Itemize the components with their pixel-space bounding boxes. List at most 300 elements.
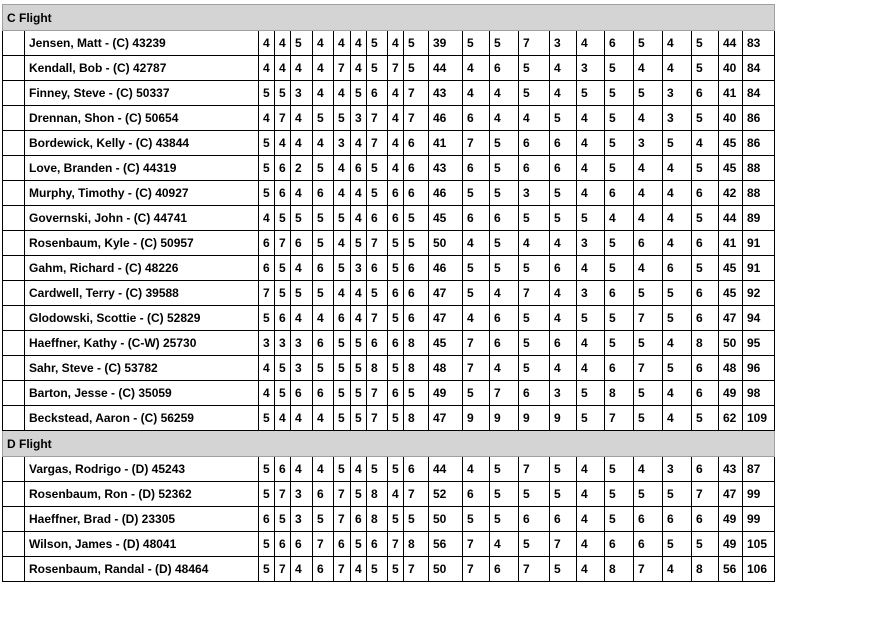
hole-score-cell: 8	[404, 356, 429, 381]
hole-score-cell: 4	[490, 81, 519, 106]
hole-score-cell: 5	[404, 31, 429, 56]
hole-score-cell: 4	[663, 156, 692, 181]
hole-score-cell: 6	[519, 131, 550, 156]
hole-score-cell: 5	[313, 106, 334, 131]
hole-score-cell: 7	[404, 557, 429, 582]
hole-score-cell: 7	[519, 457, 550, 482]
hole-score-cell: 5	[550, 557, 577, 582]
hole-score-cell: 5	[388, 557, 404, 582]
hole-score-cell: 6	[313, 331, 334, 356]
table-row	[3, 281, 775, 306]
hole-score-cell: 5	[313, 156, 334, 181]
total-score-cell: 88	[743, 181, 775, 206]
hole-score-cell: 5	[259, 557, 275, 582]
hole-score-cell: 5	[259, 457, 275, 482]
hole-score-cell: 8	[605, 557, 634, 582]
hole-score-cell: 5	[404, 381, 429, 406]
hole-score-cell: 4	[490, 532, 519, 557]
hole-score-cell: 5	[367, 457, 388, 482]
front-nine-total-cell: 39	[429, 31, 463, 56]
hole-score-cell: 4	[490, 281, 519, 306]
hole-score-cell: 5	[313, 206, 334, 231]
player-name-cell: Drennan, Shon - (C) 50654	[25, 106, 259, 131]
hole-score-cell: 6	[550, 256, 577, 281]
hole-score-cell: 5	[291, 31, 313, 56]
hole-score-cell: 5	[692, 56, 719, 81]
total-score-cell: 95	[743, 331, 775, 356]
hole-score-cell: 4	[313, 131, 334, 156]
total-score-cell: 88	[743, 156, 775, 181]
row-indent-cell	[3, 406, 25, 431]
hole-score-cell: 6	[634, 231, 663, 256]
total-score-cell: 94	[743, 306, 775, 331]
flight-header-row	[3, 5, 775, 31]
hole-score-cell: 3	[663, 106, 692, 131]
hole-score-cell: 5	[550, 482, 577, 507]
hole-score-cell: 6	[404, 306, 429, 331]
hole-score-cell: 5	[605, 56, 634, 81]
hole-score-cell: 5	[259, 482, 275, 507]
hole-score-cell: 2	[291, 156, 313, 181]
hole-score-cell: 4	[605, 206, 634, 231]
hole-score-cell: 7	[334, 507, 351, 532]
hole-score-cell: 6	[605, 31, 634, 56]
hole-score-cell: 6	[692, 281, 719, 306]
hole-score-cell: 5	[367, 156, 388, 181]
hole-score-cell: 5	[351, 331, 367, 356]
player-name-cell: Jensen, Matt - (C) 43239	[25, 31, 259, 56]
hole-score-cell: 3	[291, 356, 313, 381]
back-nine-total-cell: 40	[719, 106, 743, 131]
hole-score-cell: 3	[291, 81, 313, 106]
back-nine-total-cell: 45	[719, 256, 743, 281]
front-nine-total-cell: 46	[429, 106, 463, 131]
hole-score-cell: 5	[490, 507, 519, 532]
hole-score-cell: 7	[367, 406, 388, 431]
table-row	[3, 306, 775, 331]
hole-score-cell: 4	[351, 306, 367, 331]
table-row	[3, 81, 775, 106]
hole-score-cell: 4	[388, 81, 404, 106]
row-indent-cell	[3, 31, 25, 56]
hole-score-cell: 6	[334, 306, 351, 331]
hole-score-cell: 5	[634, 406, 663, 431]
hole-score-cell: 5	[275, 81, 291, 106]
hole-score-cell: 5	[519, 331, 550, 356]
back-nine-total-cell: 45	[719, 156, 743, 181]
hole-score-cell: 5	[275, 381, 291, 406]
table-row	[3, 381, 775, 406]
hole-score-cell: 5	[351, 356, 367, 381]
hole-score-cell: 4	[291, 256, 313, 281]
hole-score-cell: 7	[634, 306, 663, 331]
hole-score-cell: 5	[259, 306, 275, 331]
hole-score-cell: 4	[577, 256, 605, 281]
table-row	[3, 106, 775, 131]
row-indent-cell	[3, 507, 25, 532]
player-name-cell: Beckstead, Aaron - (C) 56259	[25, 406, 259, 431]
hole-score-cell: 6	[275, 306, 291, 331]
hole-score-cell: 7	[275, 106, 291, 131]
hole-score-cell: 7	[259, 281, 275, 306]
hole-score-cell: 5	[577, 206, 605, 231]
hole-score-cell: 5	[388, 406, 404, 431]
front-nine-total-cell: 52	[429, 482, 463, 507]
hole-score-cell: 6	[388, 281, 404, 306]
hole-score-cell: 5	[490, 231, 519, 256]
hole-score-cell: 4	[259, 56, 275, 81]
flight-title: D Flight	[3, 431, 775, 457]
hole-score-cell: 4	[663, 406, 692, 431]
hole-score-cell: 4	[259, 31, 275, 56]
hole-score-cell: 6	[367, 206, 388, 231]
hole-score-cell: 6	[634, 507, 663, 532]
hole-score-cell: 5	[692, 106, 719, 131]
total-score-cell: 98	[743, 381, 775, 406]
hole-score-cell: 5	[463, 507, 490, 532]
hole-score-cell: 5	[404, 206, 429, 231]
hole-score-cell: 6	[463, 206, 490, 231]
hole-score-cell: 6	[490, 557, 519, 582]
hole-score-cell: 6	[367, 256, 388, 281]
hole-score-cell: 5	[275, 256, 291, 281]
total-score-cell: 106	[743, 557, 775, 582]
hole-score-cell: 4	[490, 106, 519, 131]
hole-score-cell: 5	[259, 532, 275, 557]
hole-score-cell: 7	[634, 356, 663, 381]
front-nine-total-cell: 44	[429, 457, 463, 482]
back-nine-total-cell: 45	[719, 131, 743, 156]
total-score-cell: 84	[743, 56, 775, 81]
hole-score-cell: 5	[519, 56, 550, 81]
scoreboard-table	[2, 4, 775, 582]
back-nine-total-cell: 49	[719, 507, 743, 532]
hole-score-cell: 6	[663, 256, 692, 281]
hole-score-cell: 6	[275, 156, 291, 181]
hole-score-cell: 4	[463, 306, 490, 331]
hole-score-cell: 5	[519, 306, 550, 331]
front-nine-total-cell: 56	[429, 532, 463, 557]
hole-score-cell: 7	[463, 532, 490, 557]
hole-score-cell: 4	[519, 106, 550, 131]
hole-score-cell: 5	[519, 81, 550, 106]
hole-score-cell: 3	[275, 331, 291, 356]
hole-score-cell: 7	[313, 532, 334, 557]
back-nine-total-cell: 44	[719, 31, 743, 56]
hole-score-cell: 7	[367, 231, 388, 256]
hole-score-cell: 4	[634, 156, 663, 181]
total-score-cell: 109	[743, 406, 775, 431]
hole-score-cell: 5	[313, 231, 334, 256]
table-row	[3, 406, 775, 431]
hole-score-cell: 8	[404, 406, 429, 431]
hole-score-cell: 6	[463, 482, 490, 507]
back-nine-total-cell: 42	[719, 181, 743, 206]
row-indent-cell	[3, 532, 25, 557]
hole-score-cell: 5	[367, 281, 388, 306]
hole-score-cell: 6	[490, 56, 519, 81]
total-score-cell: 91	[743, 231, 775, 256]
hole-score-cell: 4	[577, 457, 605, 482]
hole-score-cell: 5	[351, 381, 367, 406]
hole-score-cell: 6	[605, 181, 634, 206]
hole-score-cell: 4	[291, 106, 313, 131]
hole-score-cell: 5	[259, 156, 275, 181]
hole-score-cell: 5	[605, 507, 634, 532]
hole-score-cell: 4	[291, 406, 313, 431]
hole-score-cell: 6	[404, 256, 429, 281]
total-score-cell: 86	[743, 131, 775, 156]
hole-score-cell: 6	[313, 482, 334, 507]
front-nine-total-cell: 47	[429, 406, 463, 431]
row-indent-cell	[3, 206, 25, 231]
row-indent-cell	[3, 457, 25, 482]
hole-score-cell: 5	[463, 381, 490, 406]
hole-score-cell: 5	[663, 306, 692, 331]
hole-score-cell: 5	[388, 507, 404, 532]
player-name-cell: Rosenbaum, Randal - (D) 48464	[25, 557, 259, 582]
hole-score-cell: 5	[605, 156, 634, 181]
hole-score-cell: 6	[351, 156, 367, 181]
hole-score-cell: 4	[577, 31, 605, 56]
hole-score-cell: 3	[663, 457, 692, 482]
back-nine-total-cell: 40	[719, 56, 743, 81]
hole-score-cell: 4	[351, 557, 367, 582]
hole-score-cell: 5	[550, 181, 577, 206]
hole-score-cell: 4	[663, 331, 692, 356]
hole-score-cell: 6	[313, 256, 334, 281]
table-row	[3, 231, 775, 256]
front-nine-total-cell: 50	[429, 557, 463, 582]
hole-score-cell: 7	[404, 482, 429, 507]
total-score-cell: 99	[743, 507, 775, 532]
hole-score-cell: 3	[351, 106, 367, 131]
hole-score-cell: 6	[692, 356, 719, 381]
hole-score-cell: 5	[367, 557, 388, 582]
hole-score-cell: 4	[663, 181, 692, 206]
hole-score-cell: 6	[313, 381, 334, 406]
hole-score-cell: 8	[367, 482, 388, 507]
row-indent-cell	[3, 56, 25, 81]
row-indent-cell	[3, 557, 25, 582]
hole-score-cell: 5	[388, 356, 404, 381]
hole-score-cell: 6	[313, 181, 334, 206]
hole-score-cell: 4	[334, 31, 351, 56]
hole-score-cell: 5	[367, 181, 388, 206]
hole-score-cell: 7	[334, 56, 351, 81]
hole-score-cell: 6	[692, 507, 719, 532]
hole-score-cell: 7	[605, 406, 634, 431]
hole-score-cell: 5	[334, 206, 351, 231]
table-row	[3, 557, 775, 582]
hole-score-cell: 3	[577, 56, 605, 81]
hole-score-cell: 6	[463, 156, 490, 181]
hole-score-cell: 5	[490, 156, 519, 181]
hole-score-cell: 7	[463, 356, 490, 381]
hole-score-cell: 5	[275, 356, 291, 381]
hole-score-cell: 3	[663, 81, 692, 106]
hole-score-cell: 6	[519, 381, 550, 406]
hole-score-cell: 5	[388, 306, 404, 331]
player-name-cell: Sahr, Steve - (C) 53782	[25, 356, 259, 381]
hole-score-cell: 9	[550, 406, 577, 431]
hole-score-cell: 6	[692, 181, 719, 206]
hole-score-cell: 4	[577, 106, 605, 131]
hole-score-cell: 3	[634, 131, 663, 156]
hole-score-cell: 9	[519, 406, 550, 431]
hole-score-cell: 6	[291, 381, 313, 406]
row-indent-cell	[3, 156, 25, 181]
hole-score-cell: 7	[519, 557, 550, 582]
front-nine-total-cell: 45	[429, 331, 463, 356]
hole-score-cell: 7	[634, 557, 663, 582]
row-indent-cell	[3, 482, 25, 507]
hole-score-cell: 4	[463, 457, 490, 482]
front-nine-total-cell: 43	[429, 156, 463, 181]
hole-score-cell: 5	[692, 406, 719, 431]
back-nine-total-cell: 49	[719, 532, 743, 557]
back-nine-total-cell: 43	[719, 457, 743, 482]
hole-score-cell: 4	[334, 281, 351, 306]
player-name-cell: Governski, John - (C) 44741	[25, 206, 259, 231]
hole-score-cell: 5	[605, 331, 634, 356]
total-score-cell: 96	[743, 356, 775, 381]
flight-header-row	[3, 431, 775, 457]
player-name-cell: Wilson, James - (D) 48041	[25, 532, 259, 557]
player-name-cell: Love, Branden - (C) 44319	[25, 156, 259, 181]
flight-title: C Flight	[3, 5, 775, 31]
table-row	[3, 356, 775, 381]
hole-score-cell: 5	[634, 31, 663, 56]
hole-score-cell: 4	[275, 406, 291, 431]
hole-score-cell: 4	[334, 156, 351, 181]
total-score-cell: 86	[743, 106, 775, 131]
back-nine-total-cell: 44	[719, 206, 743, 231]
hole-score-cell: 5	[519, 532, 550, 557]
hole-score-cell: 5	[692, 206, 719, 231]
hole-score-cell: 6	[605, 356, 634, 381]
hole-score-cell: 5	[605, 131, 634, 156]
hole-score-cell: 5	[291, 281, 313, 306]
hole-score-cell: 4	[663, 231, 692, 256]
hole-score-cell: 5	[519, 206, 550, 231]
table-row	[3, 181, 775, 206]
hole-score-cell: 5	[490, 482, 519, 507]
hole-score-cell: 4	[463, 81, 490, 106]
hole-score-cell: 3	[577, 231, 605, 256]
hole-score-cell: 5	[351, 406, 367, 431]
hole-score-cell: 4	[275, 56, 291, 81]
hole-score-cell: 5	[313, 507, 334, 532]
hole-score-cell: 6	[550, 507, 577, 532]
hole-score-cell: 8	[404, 532, 429, 557]
hole-score-cell: 7	[550, 532, 577, 557]
hole-score-cell: 6	[605, 281, 634, 306]
hole-score-cell: 3	[577, 281, 605, 306]
hole-score-cell: 3	[291, 507, 313, 532]
row-indent-cell	[3, 131, 25, 156]
hole-score-cell: 4	[313, 56, 334, 81]
hole-score-cell: 6	[692, 81, 719, 106]
hole-score-cell: 5	[463, 281, 490, 306]
hole-score-cell: 4	[577, 181, 605, 206]
hole-score-cell: 6	[259, 231, 275, 256]
back-nine-total-cell: 62	[719, 406, 743, 431]
hole-score-cell: 4	[577, 331, 605, 356]
hole-score-cell: 4	[550, 356, 577, 381]
hole-score-cell: 6	[519, 507, 550, 532]
back-nine-total-cell: 48	[719, 356, 743, 381]
hole-score-cell: 3	[259, 331, 275, 356]
hole-score-cell: 7	[519, 31, 550, 56]
hole-score-cell: 4	[577, 156, 605, 181]
hole-score-cell: 7	[275, 557, 291, 582]
hole-score-cell: 5	[259, 406, 275, 431]
hole-score-cell: 5	[663, 281, 692, 306]
player-name-cell: Haeffner, Brad - (D) 23305	[25, 507, 259, 532]
total-score-cell: 84	[743, 81, 775, 106]
hole-score-cell: 6	[404, 156, 429, 181]
hole-score-cell: 4	[577, 131, 605, 156]
hole-score-cell: 4	[388, 106, 404, 131]
hole-score-cell: 4	[388, 156, 404, 181]
hole-score-cell: 5	[404, 231, 429, 256]
player-name-cell: Gahm, Richard - (C) 48226	[25, 256, 259, 281]
hole-score-cell: 4	[351, 56, 367, 81]
hole-score-cell: 6	[404, 457, 429, 482]
hole-score-cell: 5	[275, 281, 291, 306]
hole-score-cell: 6	[490, 331, 519, 356]
row-indent-cell	[3, 381, 25, 406]
hole-score-cell: 5	[577, 381, 605, 406]
hole-score-cell: 4	[634, 106, 663, 131]
hole-score-cell: 5	[490, 131, 519, 156]
hole-score-cell: 6	[275, 181, 291, 206]
hole-score-cell: 6	[259, 256, 275, 281]
total-score-cell: 83	[743, 31, 775, 56]
hole-score-cell: 5	[634, 331, 663, 356]
hole-score-cell: 5	[351, 81, 367, 106]
hole-score-cell: 4	[550, 231, 577, 256]
hole-score-cell: 3	[550, 31, 577, 56]
hole-score-cell: 5	[388, 457, 404, 482]
hole-score-cell: 7	[367, 106, 388, 131]
hole-score-cell: 7	[463, 131, 490, 156]
hole-score-cell: 4	[463, 231, 490, 256]
hole-score-cell: 6	[313, 557, 334, 582]
hole-score-cell: 3	[519, 181, 550, 206]
table-row	[3, 56, 775, 81]
hole-score-cell: 5	[351, 231, 367, 256]
hole-score-cell: 7	[463, 331, 490, 356]
back-nine-total-cell: 45	[719, 281, 743, 306]
hole-score-cell: 4	[577, 356, 605, 381]
hole-score-cell: 6	[404, 181, 429, 206]
hole-score-cell: 5	[334, 406, 351, 431]
hole-score-cell: 5	[634, 381, 663, 406]
hole-score-cell: 6	[490, 206, 519, 231]
hole-score-cell: 7	[367, 131, 388, 156]
player-name-cell: Haeffner, Kathy - (C-W) 25730	[25, 331, 259, 356]
hole-score-cell: 4	[663, 31, 692, 56]
hole-score-cell: 4	[334, 81, 351, 106]
hole-score-cell: 5	[550, 457, 577, 482]
player-name-cell: Bordewick, Kelly - (C) 43844	[25, 131, 259, 156]
hole-score-cell: 6	[550, 331, 577, 356]
hole-score-cell: 4	[313, 31, 334, 56]
hole-score-cell: 5	[334, 356, 351, 381]
hole-score-cell: 7	[490, 381, 519, 406]
